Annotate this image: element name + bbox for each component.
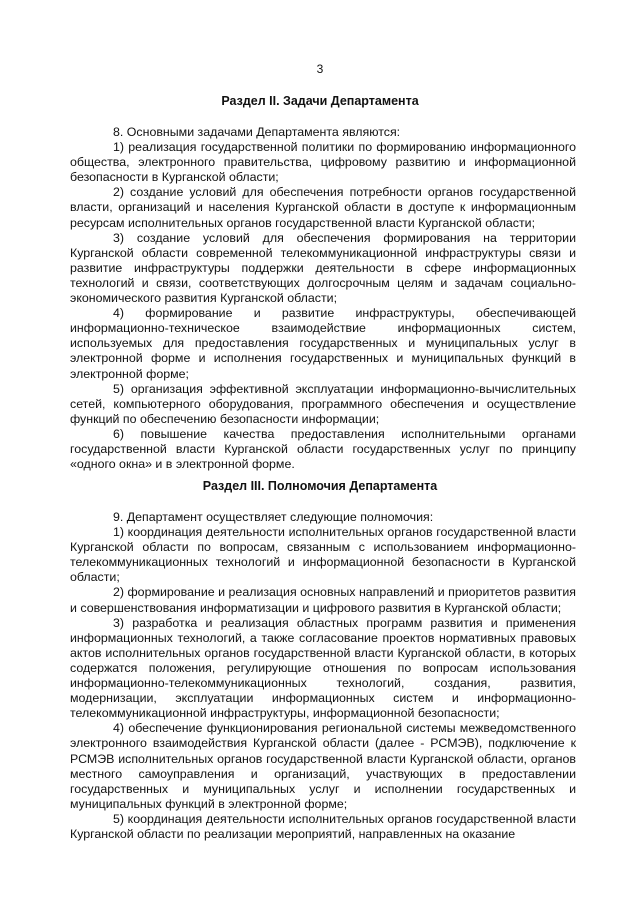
section-2-paragraph: 4) формирование и развитие инфраструктуры, обеспечивающей информационно-техническое взаимодействие информационных систем, используемых для предоставления государственных и муниципальных услуг в электронной форме и исполнения государственных и муниципальных функций в электронной форме;: [70, 306, 576, 381]
page-number: 3: [316, 62, 324, 76]
section-2-paragraph: 5) организация эффективной эксплуатации информационно-вычислительных сетей, компьютерного оборудования, программного обеспечения и осуществление функций по обеспечению безопасности информации;: [70, 381, 576, 426]
section-3-paragraph: 9. Департамент осуществляет следующие полномочия:: [113, 510, 434, 524]
section-3-paragraph: 4) обеспечение функционирования региональной системы межведомственного электронного взаимодействия Курганской области (далее - РСМЭВ), подключение к РСМЭВ исполнительных органов государственной власти Курганской области, органов местного самоуправления и организаций, участвующих в предоставлении государственных и муниципальных услуг и исполнении государственных и муниципальных функций в электронной форме;: [70, 721, 576, 811]
section-2-title: Раздел II. Задачи Департамента: [221, 94, 419, 108]
section-2-paragraph: 6) повышение качества предоставления исполнительными органами государственной власти Курганской области государственных услуг по принципу «одного окна» и в электронной форме.: [70, 426, 576, 472]
section-3-paragraph: 3) разработка и реализация областных программ развития и применения информационных технологий, а также согласование проектов нормативных правовых актов исполнительных органов государственной власти Курганской области, в которых содержатся положения, регулирующие отношения по вопросам использования информационно-телекоммуникационных технологий, создания, развития, модернизации, эксплуатации информационных систем и информационно-телекоммуникационной инфраструктуры, информационной безопасности;: [70, 615, 576, 721]
section-3-title: Раздел III. Полномочия Департамента: [202, 479, 438, 493]
section-3-paragraph: 2) формирование и реализация основных направлений и приоритетов развития и совершенствования информатизации и цифрового развития в Курганской области;: [70, 585, 576, 615]
section-2-paragraph: 2) создание условий для обеспечения потребности органов государственной власти, организаций и населения Курганской области в доступе к информационным ресурсам исполнительных органов государственной власти Курганской области;: [70, 185, 576, 230]
section-3-body: [70, 510, 576, 842]
section-3-paragraph: 5) координация деятельности исполнительных органов государственной власти Курганской области по реализации мероприятий, направленных на оказание: [70, 811, 576, 841]
section-2-paragraph: 3) создание условий для обеспечения формирования на территории Курганской области современной телекоммуникационной инфраструктуры связи и развитие инфраструктуры поддержки деятельности в сфере информационных технологий и связи, соответствующих долгосрочным целям и задачам социально-экономического развития Курганской области;: [70, 230, 576, 306]
section-2-body: [70, 125, 576, 472]
section-2-paragraph: 8. Основными задачами Департамента являются:: [113, 125, 401, 139]
section-3-paragraph: 1) координация деятельности исполнительных органов государственной власти Курганской области по вопросам, связанным с использованием информационно-телекоммуникационных технологий и информационной безопасности в Курганской области;: [70, 525, 576, 585]
section-2-paragraph: 1) реализация государственной политики по формированию информационного общества, электронного правительства, цифровому развитию и информационной безопасности в Курганской области;: [70, 140, 576, 185]
